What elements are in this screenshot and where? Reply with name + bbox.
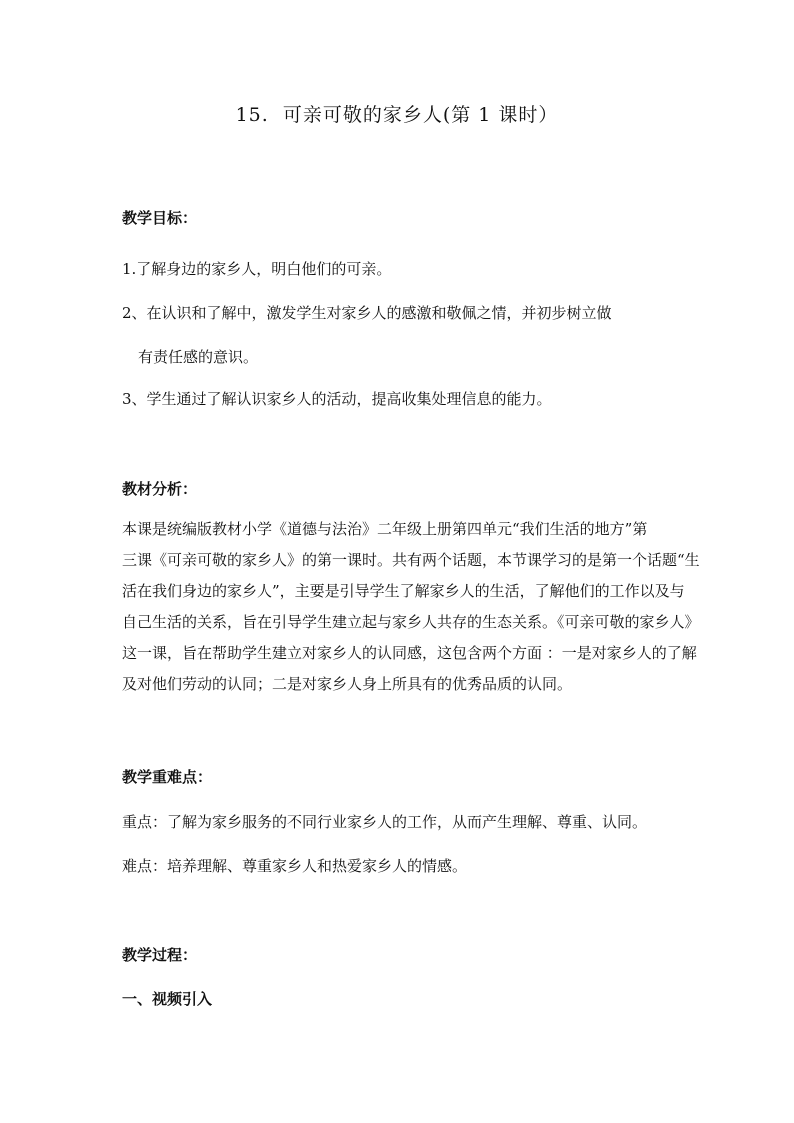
process-heading: 教学过程： (122, 946, 198, 964)
page-title (0, 100, 794, 127)
analysis-line: 三课《可亲可敬的家乡人》的第一课时。共有两个话题，本节课学习的是第一个话题“生 (122, 551, 700, 569)
process-step-1: 一、视频引入 (122, 990, 213, 1008)
lesson-title: 可亲可敬的家乡人(第 1 课时） (282, 104, 559, 126)
analysis-line: 及对他们劳动的认同；二是对家乡人身上所具有的优秀品质的认同。 (122, 675, 573, 693)
analysis-line: 活在我们身边的家乡人”，主要是引导学生了解家乡人的生活，了解他们的工作以及与 (122, 582, 685, 600)
objective-item-2: 2、在认识和了解中，激发学生对家乡人的感激和敬佩之情，并初步树立做 (122, 304, 612, 322)
key-point-focus: 重点：了解为家乡服务的不同行业家乡人的工作，从而产生理解、尊重、认同。 (122, 813, 648, 831)
analysis-line: 本课是统编版教材小学《道德与法治》二年级上册第四单元“我们生活的地方”第 (122, 520, 648, 538)
key-point-difficulty: 难点：培养理解、尊重家乡人和热爱家乡人的情感。 (122, 857, 468, 875)
analysis-heading: 教材分析： (122, 480, 198, 498)
objective-item-1: 1.了解身边的家乡人，明白他们的可亲。 (122, 260, 392, 278)
objectives-heading: 教学目标： (122, 209, 198, 227)
analysis-paragraph (122, 514, 722, 700)
objective-item-2-continued: 有责任感的意识。 (138, 348, 259, 366)
lesson-number: 15. (235, 104, 269, 126)
objective-item-3: 3、学生通过了解认识家乡人的活动，提高收集处理信息的能力。 (122, 390, 552, 408)
analysis-line: 这一课，旨在帮助学生建立对家乡人的认同感，这包含两个方面 ：一是对家乡人的了解 (122, 644, 697, 662)
key-points-heading: 教学重难点： (122, 768, 213, 786)
analysis-line: 自己生活的关系，旨在引导学生建立起与家乡人共存的生态关系。《可亲可敬的家乡人》 (122, 613, 700, 631)
